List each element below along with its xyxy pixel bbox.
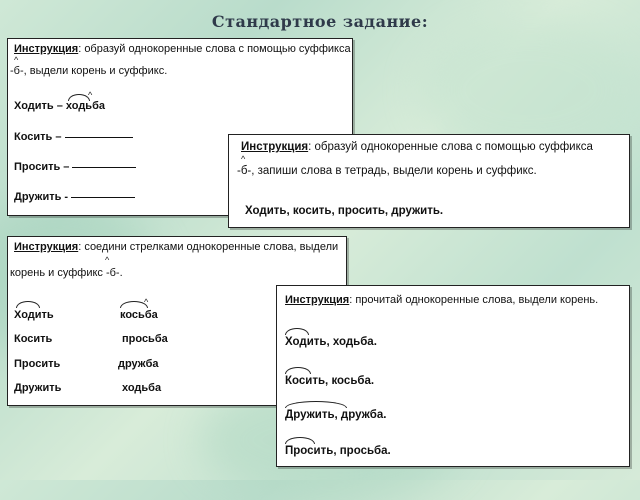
instruction-line-1: [14, 43, 351, 55]
word-list: Ходить, косить, просить, дружить.: [245, 205, 444, 217]
dash: –: [53, 100, 66, 112]
instruction-label: Инструкция: [285, 294, 350, 306]
dash: –: [52, 131, 65, 143]
instruction-line-2: корень и суффикс -б-.: [10, 267, 123, 279]
left-word[interactable]: Ходить: [14, 309, 54, 321]
left-word[interactable]: Просить: [14, 358, 61, 370]
answer-blank[interactable]: [71, 196, 135, 198]
right-word[interactable]: косьба: [120, 309, 158, 321]
answer-blank[interactable]: [65, 136, 133, 138]
word-row-2: [14, 131, 133, 143]
task-card-2: [228, 134, 630, 228]
word-row-1: [14, 100, 105, 112]
word: Просить: [14, 161, 61, 173]
word-row-4: [14, 191, 135, 203]
suffix-mark: ^: [144, 297, 149, 307]
answer-blank[interactable]: [72, 166, 136, 168]
right-word[interactable]: просьба: [122, 333, 168, 345]
instruction-text: : соедини стрелками однокоренные слова, выдели: [78, 241, 339, 253]
word-pair: Ходить, ходьба.: [285, 336, 377, 348]
page-title: Стандартное задание:: [211, 12, 429, 31]
word-pair: Дружить, дружба.: [285, 409, 387, 421]
dash: -: [61, 191, 72, 203]
instruction-text: : образуй однокоренные слова с помощью суффикса: [308, 141, 593, 153]
instruction-line-1: [285, 294, 598, 306]
right-word[interactable]: ходьба: [122, 382, 162, 394]
instruction-label: Инструкция: [241, 141, 309, 153]
suffix-mark: ^: [88, 90, 93, 100]
instruction-label: Инструкция: [14, 241, 79, 253]
answer: ходьба: [65, 100, 105, 112]
word-pair: Косить, косьба.: [285, 375, 375, 387]
root-arc: [285, 328, 309, 335]
suffix-mark: ^: [105, 255, 110, 265]
word: Косить: [14, 131, 53, 143]
instruction-line-2: -б-, выдели корень и суффикс.: [10, 65, 168, 77]
suffix-mark: ^: [14, 55, 19, 65]
root-arc: [285, 367, 311, 374]
root-arc: [285, 437, 315, 444]
task-card-4: [276, 285, 630, 467]
instruction-line-1: [14, 241, 338, 253]
root-arc: [285, 401, 347, 408]
left-word[interactable]: Дружить: [14, 382, 62, 394]
instruction-line-2: -б-, запиши слова в тетрадь, выдели корень и суффикс.: [237, 165, 537, 177]
instruction-text: : прочитай однокоренные слова, выдели корень.: [349, 294, 599, 306]
instruction-line-1: [241, 141, 593, 153]
word: Ходить: [14, 100, 54, 112]
left-word[interactable]: Косить: [14, 333, 53, 345]
dash: –: [60, 161, 73, 173]
word-row-3: [14, 161, 136, 173]
suffix-mark: ^: [241, 154, 246, 164]
right-word[interactable]: дружба: [118, 358, 159, 370]
instruction-text: : образуй однокоренные слова с помощью суффикса: [78, 43, 351, 55]
root-arc: [16, 301, 40, 308]
word-pair: Просить, просьба.: [285, 445, 391, 457]
instruction-label: Инструкция: [14, 43, 79, 55]
word: Дружить: [14, 191, 62, 203]
